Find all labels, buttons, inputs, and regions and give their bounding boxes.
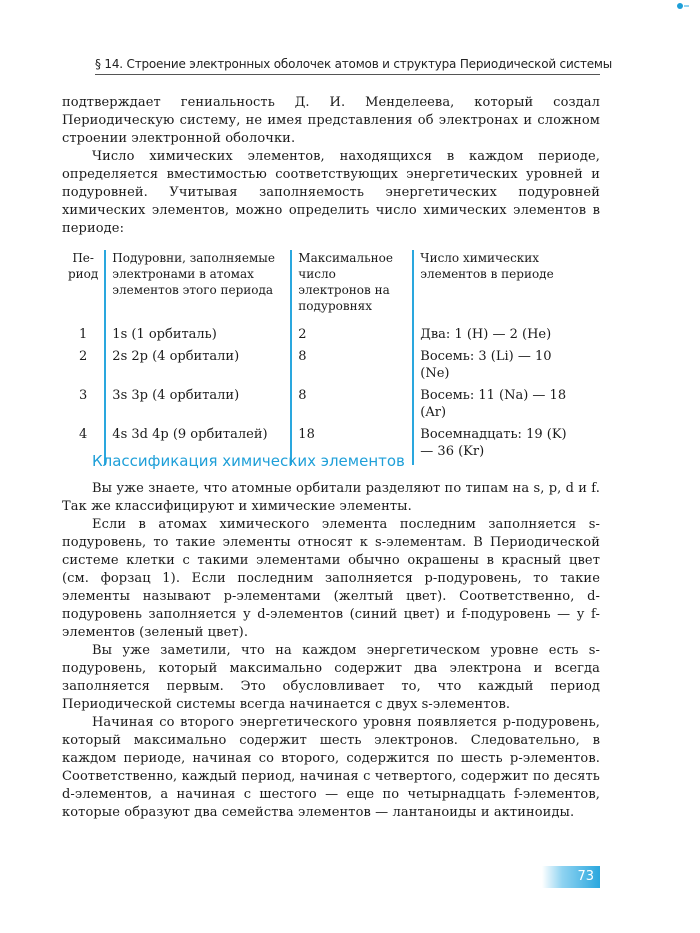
header-max-electrons: Максимальное число электронов на подуровнях	[291, 250, 413, 326]
sublevels-cell: 1s (1 орбиталь)	[105, 326, 291, 348]
intro-text	[62, 94, 600, 238]
classification-paragraph-4: Начиная со второго энергетического уровня появляется p-подуровень, который максимально содержит шесть электронов. Следовательно, в каждом периоде, начиная со второго, содержится по шесть p-элементов. Соответственно, каждый период, начиная с четвертого, содержит по десять d-элементов, а начиная с шестого — еще по четырнадцать f-элементов, которые образуют два семейства элементов — лантаноиды и актиноиды.	[62, 715, 600, 820]
period-number: 1	[79, 327, 88, 342]
sublevels-cell: 4s 3d 4p (9 орбиталей)	[105, 426, 291, 465]
period-number: 2	[79, 349, 88, 364]
page-number: 73	[577, 869, 594, 884]
table-row	[62, 326, 586, 348]
header-sublevels: Подуровни, заполняемые электронами в атомах элементов этого периода	[105, 250, 291, 326]
classification-text	[62, 480, 600, 822]
period-number: 4	[79, 427, 88, 442]
intro-paragraph-2: Число химических элементов, находящихся в каждом периоде, определяется вместимостью соответствующих энергетических уровней и подуровней. Учитывая заполняемость энергетических подуровней химических элементов, можно определить число химических элементов в периоде:	[62, 149, 600, 236]
max-electrons-cell: 18	[291, 426, 413, 465]
header-element-count: Число химических элементов в периоде	[413, 250, 586, 326]
intro-paragraph-1: подтверждает гениальность Д. И. Менделеева, который создал Периодическую систему, не имея представления об электронах и сложном строении электронной оболочки.	[62, 95, 600, 146]
classification-paragraph-1: Вы уже знаете, что атомные орбитали разделяют по типам на s, p, d и f. Так же классифицируют и химические элементы.	[62, 481, 600, 514]
element-count-cell: Восемнадцать: 19 (K) — 36 (Kr)	[413, 426, 586, 465]
element-count-cell: Два: 1 (H) — 2 (He)	[413, 326, 586, 348]
sublevels-cell: 3s 3p (4 орбитали)	[105, 387, 291, 426]
max-electrons-cell: 2	[291, 326, 413, 348]
section-title: Классификация химических элементов	[92, 452, 405, 470]
header-rule	[95, 74, 600, 75]
periods-table	[62, 250, 586, 465]
classification-paragraph-2: Если в атомах химического элемента последним заполняется s-подуровень, то такие элементы относят к s-элементам. В Периодической системе клетки с такими элементами обычно окрашены в красный цвет (см. форзац 1). Если последним заполняется p-подуровень, то такие элементы называют p-элементами (желтый цвет). Соответственно, d-подуровень заполняется у d-элементов (синий цвет) и f-подуровень — у f-элементов (зеленый цвет).	[62, 517, 600, 640]
table-row	[62, 348, 586, 387]
table-row	[62, 387, 586, 426]
sublevels-cell: 2s 2p (4 орбитали)	[105, 348, 291, 387]
max-electrons-cell: 8	[291, 387, 413, 426]
period-number: 3	[79, 388, 88, 403]
page-number-badge	[542, 866, 600, 888]
element-count-cell: Восемь: 3 (Li) — 10 (Ne)	[413, 348, 586, 387]
corner-logo-icon	[676, 2, 690, 10]
running-title: § 14. Строение электронных оболочек атомов и структура Периодической системы	[95, 57, 613, 71]
classification-paragraph-3: Вы уже заметили, что на каждом энергетическом уровне есть s-подуровень, который максимально содержит два электрона и всегда заполняется первым. Это обусловливает то, что каждый период Периодической системы всегда начинается с двух s-элементов.	[62, 643, 600, 712]
element-count-cell: Восемь: 11 (Na) — 18 (Ar)	[413, 387, 586, 426]
table-header-row	[62, 250, 586, 326]
max-electrons-cell: 8	[291, 348, 413, 387]
header-period: Пе-риод	[68, 251, 99, 281]
